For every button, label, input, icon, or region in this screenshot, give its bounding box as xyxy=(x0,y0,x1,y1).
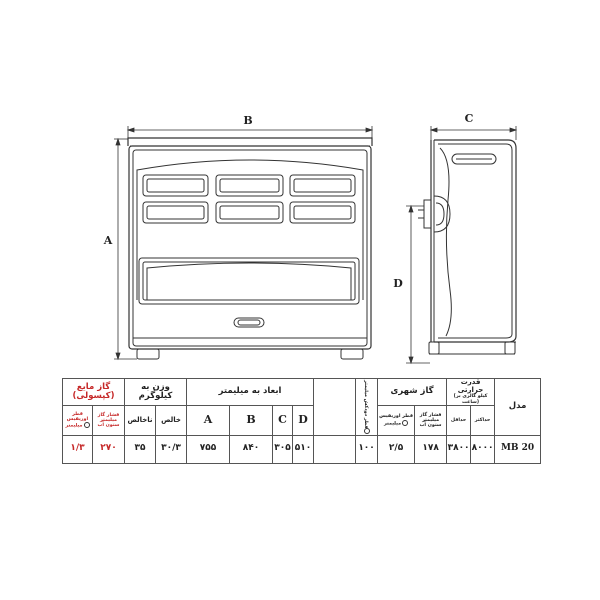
model-value: MB 20 xyxy=(495,435,541,463)
lpg-orifice-label xyxy=(63,405,93,435)
lpg-header: گاز مایع (کپسولی) xyxy=(63,379,125,406)
specification-table xyxy=(62,378,541,464)
right-foot xyxy=(341,349,363,359)
model-header: مدل xyxy=(495,379,541,436)
heat-min-value: ۳۸۰۰ xyxy=(447,435,471,463)
weight-gross-value: ۳۵ xyxy=(125,435,156,463)
diameter-icon xyxy=(364,428,370,434)
lower-window xyxy=(139,258,359,304)
louver-row-2 xyxy=(143,202,355,223)
left-foot xyxy=(137,349,159,359)
louver-row-1 xyxy=(143,175,355,196)
diameter-icon xyxy=(402,420,408,426)
dimension-c-label: C xyxy=(464,112,474,125)
lpg-orifice-label-text: قطر اوریفیس میلیمتر xyxy=(65,411,89,429)
city-pressure-label: فشار گاز میلیمتر ستون آب xyxy=(415,405,447,435)
diameter-icon xyxy=(84,422,90,428)
dim-value-a: ۷۵۵ xyxy=(187,435,230,463)
dimension-b-label: B xyxy=(243,114,253,127)
city-pressure-value: ۱۷۸ xyxy=(415,435,447,463)
dim-letter-b: B xyxy=(230,405,273,435)
flue-header xyxy=(356,379,378,436)
heat-min-label: حداقل xyxy=(447,405,471,435)
heat-subheader: (کیلو کالری بر ساعت) xyxy=(453,394,488,405)
dimension-d xyxy=(406,206,430,363)
flue-header-text: قطر دودکش میلیمتر xyxy=(363,379,369,429)
city-orifice-label-text: قطر اوریفیس میلیمتر xyxy=(379,414,413,427)
city-gas-header: گاز شهری xyxy=(378,379,447,406)
dimension-a xyxy=(114,139,137,359)
side-view xyxy=(418,140,516,354)
dim-value-b: ۸۴۰ xyxy=(230,435,273,463)
lpg-pressure-label: فشار گاز میلیمتر ستون آب xyxy=(93,405,125,435)
dim-letter-d: D xyxy=(293,405,314,435)
weight-header: وزن به کیلوگرم xyxy=(125,379,187,406)
weight-net-label: خالص xyxy=(156,405,187,435)
heat-header xyxy=(447,379,495,406)
heat-max-value: ۸۰۰۰ xyxy=(471,435,495,463)
dim-letter-c: C xyxy=(273,405,293,435)
lpg-pressure-value: ۲۷۰ xyxy=(93,435,125,463)
dim-value-c: ۳۰۵ xyxy=(273,435,293,463)
dimension-c xyxy=(431,126,516,140)
dimension-b xyxy=(128,126,372,138)
heat-max-label: حداکثر xyxy=(471,405,495,435)
dim-value-d: ۵۱۰ xyxy=(293,435,314,463)
city-orifice-value: ۲/۵ xyxy=(378,435,415,463)
heat-header-text: قدرت حرارتی xyxy=(457,378,484,394)
weight-net-value: ۳۰/۳ xyxy=(156,435,187,463)
dimension-a-label: A xyxy=(103,234,113,247)
city-orifice-label xyxy=(378,405,415,435)
dimensions-header: ابعاد به میلیمتر xyxy=(187,379,314,406)
weight-gross-label: ناخالص xyxy=(125,405,156,435)
dim-letter-a: A xyxy=(187,405,230,435)
dimension-d-label: D xyxy=(393,277,403,290)
front-view xyxy=(128,138,372,359)
flue-value: ۱۰۰ xyxy=(356,435,378,463)
lpg-orifice-value: ۱/۳ xyxy=(63,435,93,463)
